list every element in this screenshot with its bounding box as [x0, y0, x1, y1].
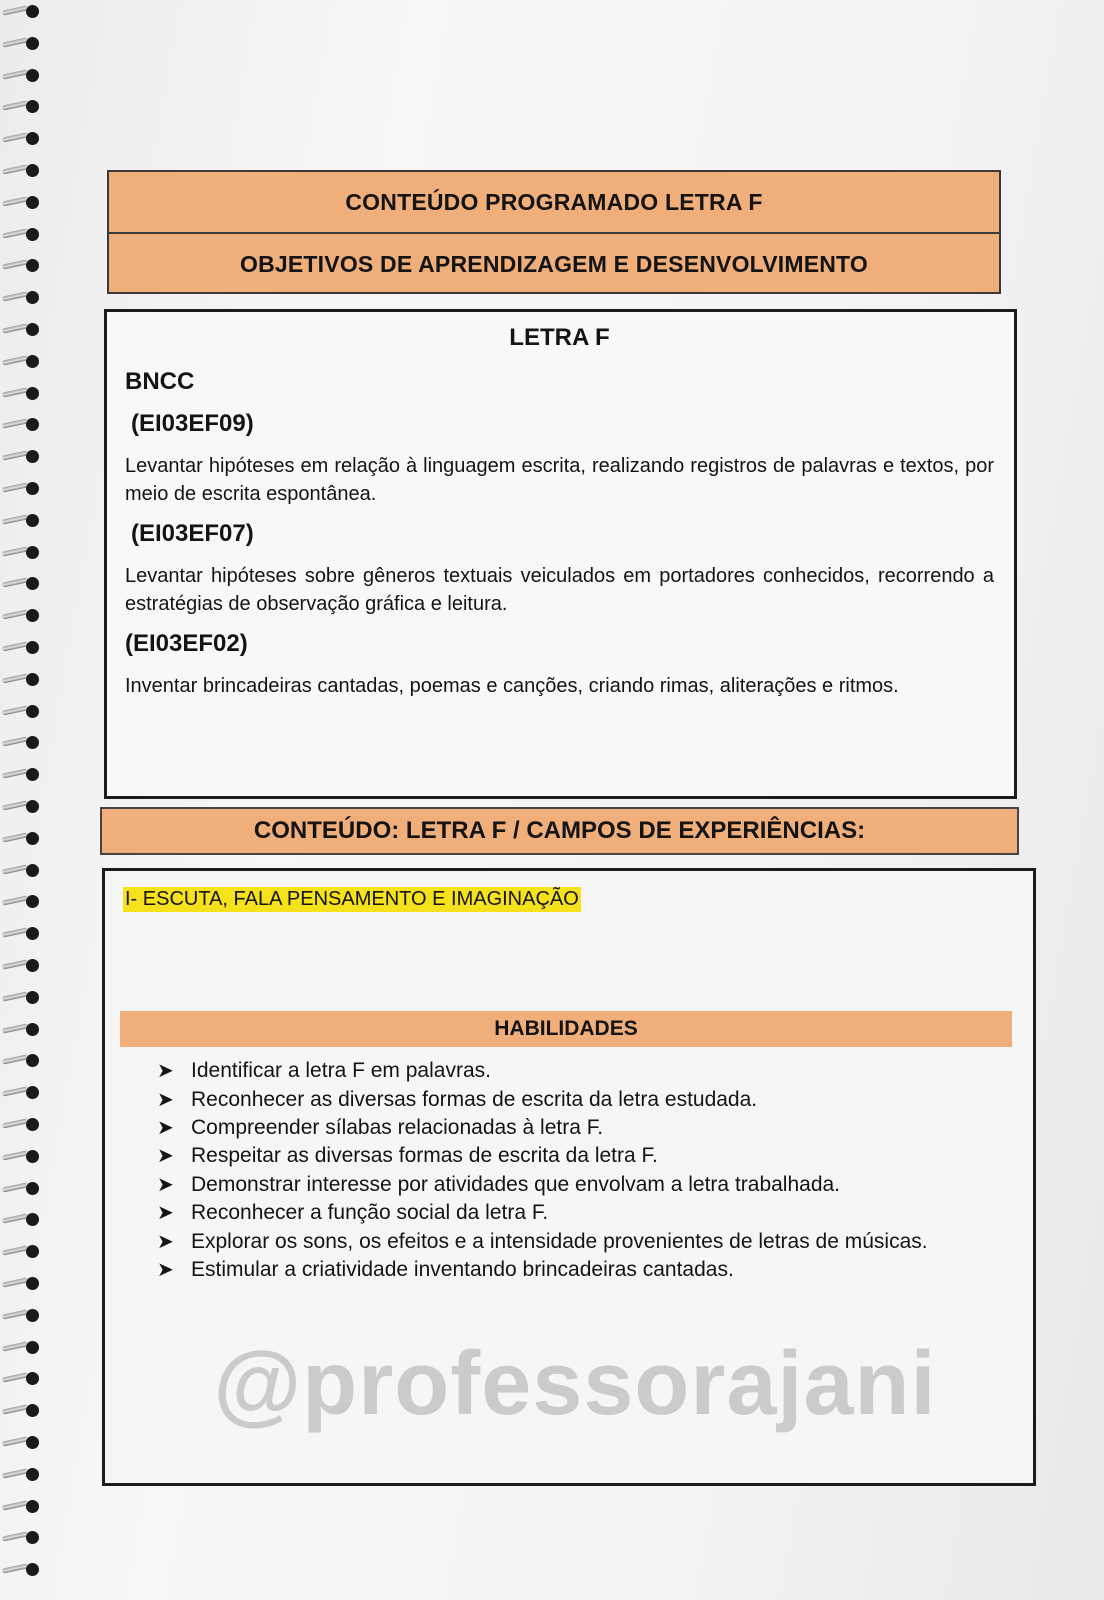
spiral-ring	[2, 1149, 42, 1163]
spiral-ring	[2, 1530, 42, 1544]
spiral-ring	[2, 1308, 42, 1322]
spiral-ring	[2, 1340, 42, 1354]
list-item	[157, 1199, 928, 1227]
header-subtitle: OBJETIVOS DE APRENDIZAGEM E DESENVOLVIMENTO	[109, 232, 999, 294]
spiral-ring	[2, 1403, 42, 1417]
objective-code: (EI03EF02)	[125, 630, 248, 657]
arrow-bullet-icon: ➤	[157, 1202, 174, 1225]
spiral-ring	[2, 1244, 42, 1258]
skills-list	[157, 1057, 928, 1284]
arrow-bullet-icon: ➤	[157, 1116, 174, 1139]
spiral-ring	[2, 449, 42, 463]
skills-title: HABILIDADES	[120, 1011, 1012, 1047]
spiral-ring	[2, 926, 42, 940]
objectives-title: LETRA F	[509, 324, 610, 351]
spiral-ring	[2, 990, 42, 1004]
arrow-bullet-icon: ➤	[157, 1060, 174, 1083]
objective-text: Inventar brincadeiras cantadas, poemas e canções, criando rimas, aliterações e ritmos.	[125, 675, 899, 697]
spiral-ring	[2, 831, 42, 845]
objectives-box	[104, 309, 1017, 799]
spiral-ring	[2, 640, 42, 654]
objective-text: Levantar hipóteses em relação à linguagem escrita, realizando registros de palavras e textos, por meio de escrita espontânea.	[125, 455, 994, 505]
spiral-ring	[2, 4, 42, 18]
skill-text: Reconhecer as diversas formas de escrita da letra estudada.	[191, 1087, 758, 1111]
spiral-ring	[2, 735, 42, 749]
arrow-bullet-icon: ➤	[157, 1230, 174, 1253]
spiral-ring	[2, 131, 42, 145]
spiral-ring	[2, 1117, 42, 1131]
list-item	[157, 1085, 928, 1113]
spiral-ring	[2, 608, 42, 622]
bncc-label: BNCC	[125, 368, 195, 395]
header-box	[107, 170, 1001, 294]
spiral-ring	[2, 894, 42, 908]
spiral-ring	[2, 227, 42, 241]
spiral-binding	[0, 0, 48, 1600]
skill-text: Reconhecer a função social da letra F.	[191, 1201, 549, 1225]
spiral-ring	[2, 1085, 42, 1099]
list-item	[157, 1171, 928, 1199]
list-item	[157, 1227, 928, 1255]
spiral-ring	[2, 322, 42, 336]
list-item	[157, 1142, 928, 1170]
arrow-bullet-icon: ➤	[157, 1173, 174, 1196]
spiral-ring	[2, 99, 42, 113]
spiral-ring	[2, 163, 42, 177]
spiral-ring	[2, 68, 42, 82]
arrow-bullet-icon: ➤	[157, 1145, 174, 1168]
skill-text: Compreender sílabas relacionadas à letra F.	[191, 1115, 604, 1139]
skill-text: Explorar os sons, os efeitos e a intensidade provenientes de letras de músicas.	[191, 1229, 928, 1253]
arrow-bullet-icon: ➤	[157, 1258, 174, 1281]
spiral-ring	[2, 1467, 42, 1481]
spiral-ring	[2, 958, 42, 972]
arrow-bullet-icon: ➤	[157, 1088, 174, 1111]
spiral-ring	[2, 1022, 42, 1036]
watermark: @professorajani	[213, 1334, 937, 1434]
spiral-ring	[2, 417, 42, 431]
spiral-ring	[2, 36, 42, 50]
spiral-ring	[2, 354, 42, 368]
experience-field-highlight: I- ESCUTA, FALA PENSAMENTO E IMAGINAÇÃO	[125, 888, 579, 910]
spiral-ring	[2, 863, 42, 877]
list-item	[157, 1114, 928, 1142]
spiral-ring	[2, 258, 42, 272]
spiral-ring	[2, 481, 42, 495]
spiral-ring	[2, 545, 42, 559]
skill-text: Identificar a letra F em palavras.	[191, 1059, 491, 1083]
spiral-ring	[2, 576, 42, 590]
header-title: CONTEÚDO PROGRAMADO LETRA F	[345, 188, 763, 215]
list-item	[157, 1057, 928, 1085]
list-item	[157, 1256, 928, 1284]
objective-code: (EI03EF09)	[131, 410, 254, 437]
spiral-ring	[2, 799, 42, 813]
skill-text: Estimular a criatividade inventando brincadeiras cantadas.	[191, 1257, 734, 1281]
spiral-ring	[2, 672, 42, 686]
spiral-ring	[2, 513, 42, 527]
spiral-ring	[2, 1276, 42, 1290]
objective-text: Levantar hipóteses sobre gêneros textuais veiculados em portadores conhecidos, recorrendo a estratégias de observação gráfica e leitura.	[125, 565, 994, 615]
spiral-ring	[2, 1212, 42, 1226]
spiral-ring	[2, 1053, 42, 1067]
spiral-ring	[2, 290, 42, 304]
spiral-ring	[2, 1435, 42, 1449]
spiral-ring	[2, 1562, 42, 1576]
spiral-ring	[2, 195, 42, 209]
skill-text: Respeitar as diversas formas de escrita da letra F.	[191, 1144, 658, 1168]
spiral-ring	[2, 767, 42, 781]
spiral-ring	[2, 386, 42, 400]
objective-code: (EI03EF07)	[131, 520, 254, 547]
skill-text: Demonstrar interesse por atividades que envolvam a letra trabalhada.	[191, 1172, 841, 1196]
content-box	[102, 868, 1036, 1486]
spiral-ring	[2, 1371, 42, 1385]
content-section-title: CONTEÚDO: LETRA F / CAMPOS DE EXPERIÊNCIAS:	[100, 807, 1019, 855]
spiral-ring	[2, 704, 42, 718]
spiral-ring	[2, 1499, 42, 1513]
spiral-ring	[2, 1181, 42, 1195]
